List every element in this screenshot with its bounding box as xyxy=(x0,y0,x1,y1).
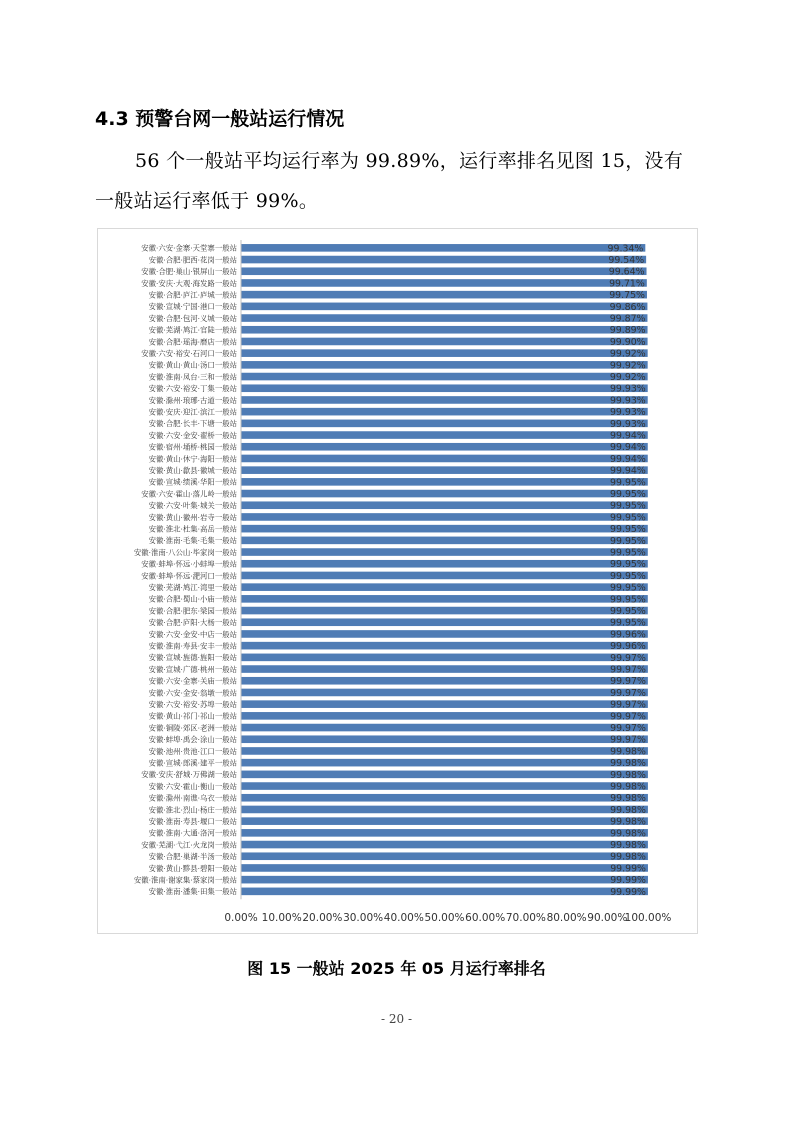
bar xyxy=(241,490,648,498)
data-label: 99.92% xyxy=(609,348,646,360)
x-tick-label: 60.00% xyxy=(465,912,506,925)
x-tick-label: 90.00% xyxy=(587,912,628,925)
x-tick-label: 40.00% xyxy=(383,912,424,925)
category-label: 安徽·芜湖·鸠江·官陡一般站 xyxy=(148,325,237,335)
bar xyxy=(241,852,648,860)
data-label: 99.95% xyxy=(610,477,646,489)
bar xyxy=(241,407,648,419)
x-tick-label: 10.00% xyxy=(261,912,302,925)
category-label: 安徽·淮南·八公山·毕家岗一般站 xyxy=(133,547,237,557)
bar xyxy=(241,559,648,571)
category-label: 安徽·淮北·杜集·高岳一般站 xyxy=(148,524,237,534)
data-label: 99.89% xyxy=(609,325,646,337)
data-label: 99.86% xyxy=(609,301,646,313)
bar xyxy=(241,583,648,591)
bar xyxy=(241,863,648,875)
category-label: 安徽·宣城·宁国·港口一般站 xyxy=(148,302,237,312)
bar xyxy=(241,455,648,463)
bar xyxy=(241,303,647,311)
data-label: 99.71% xyxy=(609,278,645,290)
x-tick-label: 80.00% xyxy=(546,912,587,925)
category-label: 安徽·六安·金寨·天堂寨一般站 xyxy=(141,243,237,253)
data-label: 99.95% xyxy=(610,535,646,547)
category-label: 安徽·淮南·毛集·毛集一般站 xyxy=(148,536,237,546)
data-label: 99.98% xyxy=(610,828,646,840)
category-label: 安徽·黄山·徽州·岩寺一般站 xyxy=(148,512,237,522)
data-label: 99.97% xyxy=(610,734,646,746)
category-label: 安徽·六安·裕安·苏埠一般站 xyxy=(148,699,237,709)
bar xyxy=(241,256,646,264)
bar xyxy=(241,278,647,290)
category-label: 安徽·合肥·蜀山·小庙一般站 xyxy=(148,594,237,604)
data-label: 99.54% xyxy=(608,254,645,266)
data-label: 99.98% xyxy=(610,816,646,828)
category-label: 安徽·六安·金安·翁墩一般站 xyxy=(148,688,237,698)
category-label: 安徽·宣城·广德·桃州一般站 xyxy=(148,664,237,674)
category-label: 安徽·六安·裕安·丁集一般站 xyxy=(148,384,237,394)
category-label: 安徽·合肥·包河·义城一般站 xyxy=(148,313,237,323)
category-label: 安徽·合肥·肥西·花岗一般站 xyxy=(148,255,237,265)
category-label: 安徽·黄山·歙县·徽城一般站 xyxy=(148,465,237,475)
data-label: 99.95% xyxy=(610,547,646,559)
category-label: 安徽·合肥·长丰·下塘一般站 xyxy=(148,419,237,429)
data-label: 99.94% xyxy=(610,465,646,477)
data-label: 99.97% xyxy=(610,687,646,699)
data-label: 99.94% xyxy=(610,430,646,442)
category-label: 安徽·淮南·寿县·安丰一般站 xyxy=(148,641,237,651)
bar xyxy=(241,325,648,337)
category-label: 安徽·六安·金安·翟桥一般站 xyxy=(148,430,237,440)
bar xyxy=(241,641,648,653)
category-label: 安徽·淮北·烈山·杨庄一般站 xyxy=(148,805,237,815)
data-label: 99.98% xyxy=(610,839,646,851)
category-label: 安徽·黄山·黟县·碧阳一般站 xyxy=(148,863,237,873)
bar xyxy=(241,360,648,372)
category-label: 安徽·六安·金寨·关庙一般站 xyxy=(148,676,237,686)
data-label: 99.75% xyxy=(609,290,645,302)
bar xyxy=(241,512,648,524)
category-label: 安徽·六安·金安·中店一般站 xyxy=(148,629,237,639)
data-label: 99.34% xyxy=(607,243,644,255)
paragraph-line-2: 一般站运行率低于 99%。 xyxy=(95,190,319,212)
bar xyxy=(241,758,648,770)
data-label: 99.97% xyxy=(610,652,646,664)
data-label: 99.97% xyxy=(610,676,646,688)
data-label: 99.95% xyxy=(610,570,646,582)
data-label: 99.95% xyxy=(610,594,646,606)
bar xyxy=(241,888,648,896)
category-label: 安徽·滁州·南谯·乌衣一般站 xyxy=(148,793,237,803)
data-label: 99.87% xyxy=(609,313,646,325)
category-label: 安徽·合肥·巢湖·半汤一般站 xyxy=(148,852,237,862)
data-label: 99.95% xyxy=(610,512,646,524)
bar xyxy=(241,676,648,688)
data-label: 99.96% xyxy=(610,629,646,641)
x-tick-label: 70.00% xyxy=(505,912,546,925)
category-label: 安徽·芜湖·弋江·火龙岗一般站 xyxy=(141,840,237,850)
category-label: 安徽·蚌埠·怀远·小蚌埠一般站 xyxy=(141,559,237,569)
bar xyxy=(241,267,647,275)
data-label: 99.98% xyxy=(610,793,646,805)
data-label: 99.95% xyxy=(610,500,646,512)
data-label: 99.92% xyxy=(609,360,646,372)
bar xyxy=(241,373,648,381)
bar xyxy=(241,711,648,723)
category-label: 安徽·合肥·庐阳·大杨一般站 xyxy=(148,618,237,628)
category-label: 安徽·蚌埠·怀远·淝河口一般站 xyxy=(141,571,237,581)
bar xyxy=(241,442,648,454)
data-label: 99.90% xyxy=(609,336,646,348)
bar xyxy=(241,477,648,489)
data-label: 99.99% xyxy=(610,875,646,887)
data-label: 99.95% xyxy=(610,605,646,617)
bar xyxy=(241,724,648,732)
data-label: 99.97% xyxy=(610,699,646,711)
data-label: 99.95% xyxy=(610,582,646,594)
category-label: 安徽·黄山·黄山·汤口一般站 xyxy=(148,360,237,370)
bar xyxy=(241,349,648,357)
category-label: 安徽·芜湖·鸠江·湾里一般站 xyxy=(148,582,237,592)
data-label: 99.96% xyxy=(610,641,646,653)
x-tick-label: 30.00% xyxy=(343,912,384,925)
x-tick-label: 50.00% xyxy=(424,912,465,925)
data-label: 99.93% xyxy=(609,383,646,395)
data-label: 99.92% xyxy=(609,371,646,383)
data-label: 99.97% xyxy=(610,711,646,723)
bar xyxy=(241,338,648,346)
category-label: 安徽·宿州·埇桥·桃园一般站 xyxy=(148,442,237,452)
category-label: 安徽·合肥·瑶海·磨店一般站 xyxy=(148,337,237,347)
category-label: 安徽·黄山·休宁·海阳一般站 xyxy=(148,454,237,464)
category-label: 安徽·黄山·祁门·祁山一般站 xyxy=(148,711,237,721)
bar xyxy=(241,313,647,325)
bar xyxy=(241,384,648,392)
category-label: 安徽·淮南·谢家集·蔡家岗一般站 xyxy=(133,875,237,885)
paragraph-line-1: 56 个一般站平均运行率为 99.89%，运行率排名见图 15，没有 xyxy=(135,150,684,172)
category-label: 安徽·六安·霍山·落儿岭一般站 xyxy=(141,489,237,499)
bar xyxy=(241,607,648,615)
x-tick-label: 100.00% xyxy=(624,912,672,925)
data-label: 99.93% xyxy=(609,407,646,419)
category-label: 安徽·合肥·巢山·银屏山一般站 xyxy=(141,267,237,277)
category-label: 安徽·宣城·旌德·旌阳一般站 xyxy=(148,653,237,663)
category-label: 安徽·六安·裕安·石河口一般站 xyxy=(141,348,237,358)
category-label: 安徽·滁州·琅琊·古道一般站 xyxy=(148,395,237,405)
page-number: - 20 - xyxy=(380,1012,412,1026)
bar xyxy=(241,572,648,580)
data-label: 99.94% xyxy=(610,442,646,454)
bar xyxy=(241,700,648,708)
bar xyxy=(241,420,648,428)
ranking-chart xyxy=(97,228,698,934)
bar xyxy=(241,781,648,793)
ranking-chart-svg xyxy=(98,229,697,933)
category-label: 安徽·安庆·迎江·滨江一般站 xyxy=(148,407,237,417)
bar xyxy=(241,524,648,536)
category-label: 安徽·淮南·凤台·三和一般站 xyxy=(148,372,237,382)
category-label: 安徽·六安·叶集·城关一般站 xyxy=(148,501,237,511)
data-label: 99.98% xyxy=(610,746,646,758)
bar xyxy=(241,771,648,779)
bar xyxy=(241,594,648,606)
category-label: 安徽·六安·霍山·衡山一般站 xyxy=(148,781,237,791)
category-label: 安徽·蚌埠·禹会·涂山一般站 xyxy=(148,735,237,745)
data-label: 99.99% xyxy=(610,863,646,875)
data-label: 99.98% xyxy=(610,781,646,793)
bar xyxy=(241,243,645,255)
bar xyxy=(241,547,648,559)
category-label: 安徽·淮南·大通·洛河一般站 xyxy=(148,828,237,838)
bar xyxy=(241,806,648,814)
data-label: 99.95% xyxy=(610,559,646,571)
category-label: 安徽·铜陵·郊区·老洲一般站 xyxy=(148,723,237,733)
bar xyxy=(241,466,648,474)
data-label: 99.95% xyxy=(610,488,646,500)
category-label: 安徽·宣城·绩溪·华阳一般站 xyxy=(148,477,237,487)
bar xyxy=(241,746,648,758)
x-tick-label: 0.00% xyxy=(224,912,258,925)
bar xyxy=(241,735,648,743)
bar xyxy=(241,817,648,825)
bar xyxy=(241,875,648,887)
bar xyxy=(241,841,648,849)
bar xyxy=(241,664,648,676)
bar xyxy=(241,537,648,545)
category-label: 安徽·合肥·庐江·庐城一般站 xyxy=(148,290,237,300)
data-label: 99.97% xyxy=(610,664,646,676)
data-label: 99.98% xyxy=(610,769,646,781)
category-label: 安徽·池州·贵池·江口一般站 xyxy=(148,746,237,756)
x-tick-label: 20.00% xyxy=(302,912,343,925)
bar xyxy=(241,629,648,641)
data-label: 99.97% xyxy=(610,722,646,734)
category-label: 安徽·淮南·寿县·堰口一般站 xyxy=(148,816,237,826)
data-label: 99.98% xyxy=(610,758,646,770)
data-label: 99.93% xyxy=(609,395,646,407)
figure-caption: 图 15 一般站 2025 年 05 月运行率排名 xyxy=(247,959,546,978)
data-label: 99.99% xyxy=(610,886,646,898)
category-label: 安徽·宣城·郎溪·建平一般站 xyxy=(148,758,237,768)
data-label: 99.95% xyxy=(610,617,646,629)
data-label: 99.98% xyxy=(610,804,646,816)
bar xyxy=(241,430,648,442)
category-label: 安徽·合肥·肥东·梁园一般站 xyxy=(148,606,237,616)
bar xyxy=(241,501,648,509)
bar xyxy=(241,654,648,662)
bar xyxy=(241,290,647,302)
bar xyxy=(241,689,648,697)
data-label: 99.94% xyxy=(610,453,646,465)
category-label: 安徽·淮南·潘集·田集一般站 xyxy=(148,887,237,897)
bar xyxy=(241,395,648,407)
data-label: 99.64% xyxy=(608,266,645,278)
bar xyxy=(241,618,648,626)
bar xyxy=(241,828,648,840)
data-label: 99.95% xyxy=(610,524,646,536)
section-heading: 4.3 预警台网一般站运行情况 xyxy=(95,108,345,130)
data-label: 99.93% xyxy=(609,418,646,430)
category-label: 安徽·安庆·舒城·万佛湖一般站 xyxy=(141,770,237,780)
bar xyxy=(241,793,648,805)
category-label: 安徽·安庆·大观·海发路一般站 xyxy=(141,278,237,288)
data-label: 99.98% xyxy=(610,851,646,863)
